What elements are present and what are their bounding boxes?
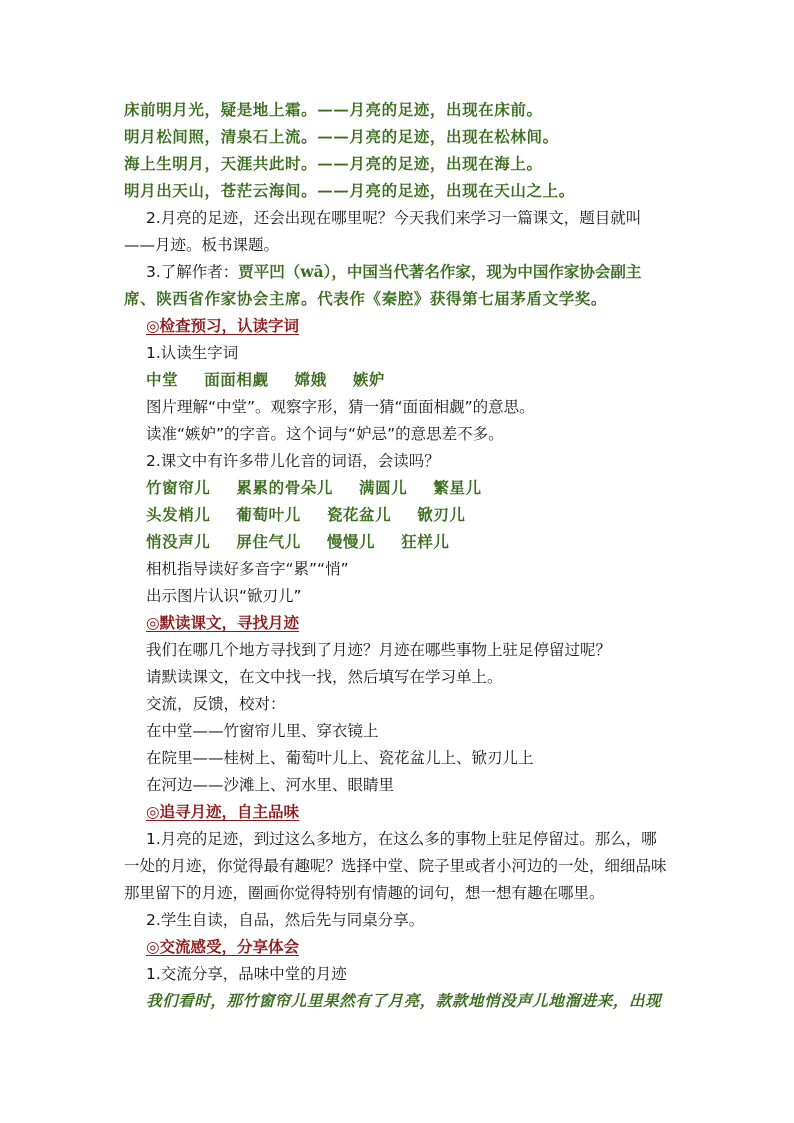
vocab-word: 繁星儿 bbox=[433, 478, 482, 497]
section-heading: ◎追寻月迹，自主品味 bbox=[146, 803, 300, 821]
vocab-row bbox=[146, 370, 411, 390]
vocab-word: 面面相觑 bbox=[204, 370, 269, 389]
paragraph-line: 交流，反馈，校对： bbox=[146, 695, 286, 713]
paragraph-line: 相机指导读好多音字“累”“悄” bbox=[146, 560, 349, 578]
vocab-word: 瓷花盆儿 bbox=[326, 505, 392, 524]
vocab-word: 满圆儿 bbox=[359, 478, 408, 497]
quote-line: 我们看时，那竹窗帘儿里果然有了月亮，款款地悄没声儿地溜进来，出现 bbox=[146, 991, 662, 1010]
author-intro-line: 席、陕西省作家协会主席。代表作《秦腔》获得第七届茅盾文学奖。 bbox=[124, 289, 608, 308]
section-heading: ◎检查预习，认读字词 bbox=[146, 317, 300, 335]
answer-line: 在中堂——竹窗帘儿里、穿衣镜上 bbox=[146, 722, 379, 740]
author-intro-line bbox=[146, 262, 641, 282]
poem-line: 明月出天山，苍茫云海间。——月亮的足迹，出现在天山之上。 bbox=[124, 181, 575, 200]
poem-line: 海上生明月，天涯共此时。——月亮的足迹，出现在海上。 bbox=[124, 154, 543, 173]
paragraph-line: 一处的月迹，你觉得最有趣呢？选择中堂、院子里或者小河边的一处，细细品味 bbox=[124, 857, 667, 875]
paragraph-line: 2.学生自读，自品，然后先与同桌分享。 bbox=[146, 911, 425, 929]
vocab-word: 慢慢儿 bbox=[326, 532, 376, 551]
vocab-word: 锨刃儿 bbox=[417, 505, 466, 524]
vocab-word: 悄没声儿 bbox=[146, 532, 211, 551]
vocab-row bbox=[146, 505, 492, 525]
author-intro-text: 贾平凹（wā），中国当代著名作家，现为中国作家协会副主 bbox=[238, 262, 642, 281]
paragraph-line: 请默读课文，在文中找一找，然后填写在学习单上。 bbox=[146, 668, 503, 686]
paragraph-line: 图片理解“中堂”。观察字形，猜一猜“面面相觑”的意思。 bbox=[146, 398, 535, 416]
vocab-word: 屏住气儿 bbox=[236, 532, 301, 551]
vocab-word: 累累的骨朵儿 bbox=[236, 478, 334, 497]
section-heading: ◎交流感受，分享体会 bbox=[146, 938, 300, 956]
paragraph-line: 1.交流分享，品味中堂的月迹 bbox=[146, 965, 347, 983]
vocab-word: 竹窗帘儿 bbox=[146, 478, 211, 497]
paragraph-line: ——月迹。板书课题。 bbox=[124, 236, 280, 254]
vocab-row bbox=[146, 532, 475, 552]
answer-line: 在院里——桂树上、葡萄叶儿上、瓷花盆儿上、锨刃儿上 bbox=[146, 749, 534, 767]
paragraph-line: 我们在哪几个地方寻找到了月迹？月迹在哪些事物上驻足停留过呢？ bbox=[146, 641, 612, 659]
vocab-word: 头发梢儿 bbox=[146, 505, 211, 524]
author-intro-prefix: 3.了解作者： bbox=[146, 263, 239, 281]
vocab-word: 嫉妒 bbox=[352, 370, 386, 389]
paragraph-line: 读准“嫉妒”的字音。这个词与“妒忌”的意思差不多。 bbox=[146, 425, 504, 443]
vocab-word: 狂样儿 bbox=[401, 532, 450, 551]
poem-line: 明月松间照，清泉石上流。——月亮的足迹，出现在松林间。 bbox=[124, 127, 559, 146]
vocab-word: 葡萄叶儿 bbox=[236, 505, 301, 524]
vocab-row bbox=[146, 478, 508, 498]
vocab-word: 中堂 bbox=[146, 370, 179, 389]
paragraph-line: 出示图片认识“锨刃儿” bbox=[146, 587, 302, 605]
paragraph-line: 1.认读生字词 bbox=[146, 344, 239, 362]
vocab-word: 嫦娥 bbox=[294, 370, 327, 389]
paragraph-line: 那里留下的月迹，圈画你觉得特别有情趣的词句，想一想有趣在哪里。 bbox=[124, 884, 605, 902]
poem-line: 床前明月光，疑是地上霜。——月亮的足迹，出现在床前。 bbox=[124, 100, 543, 119]
section-heading: ◎默读课文，寻找月迹 bbox=[146, 614, 300, 632]
answer-line: 在河边——沙滩上、河水里、眼睛里 bbox=[146, 776, 395, 794]
paragraph-line: 2.课文中有许多带儿化音的词语，会读吗？ bbox=[146, 452, 440, 470]
paragraph-line: 2.月亮的足迹，还会出现在哪里呢？今天我们来学习一篇课文，题目就叫 bbox=[146, 209, 642, 227]
paragraph-line: 1.月亮的足迹，到过这么多地方，在这么多的事物上驻足停留过。那么，哪 bbox=[146, 830, 657, 848]
